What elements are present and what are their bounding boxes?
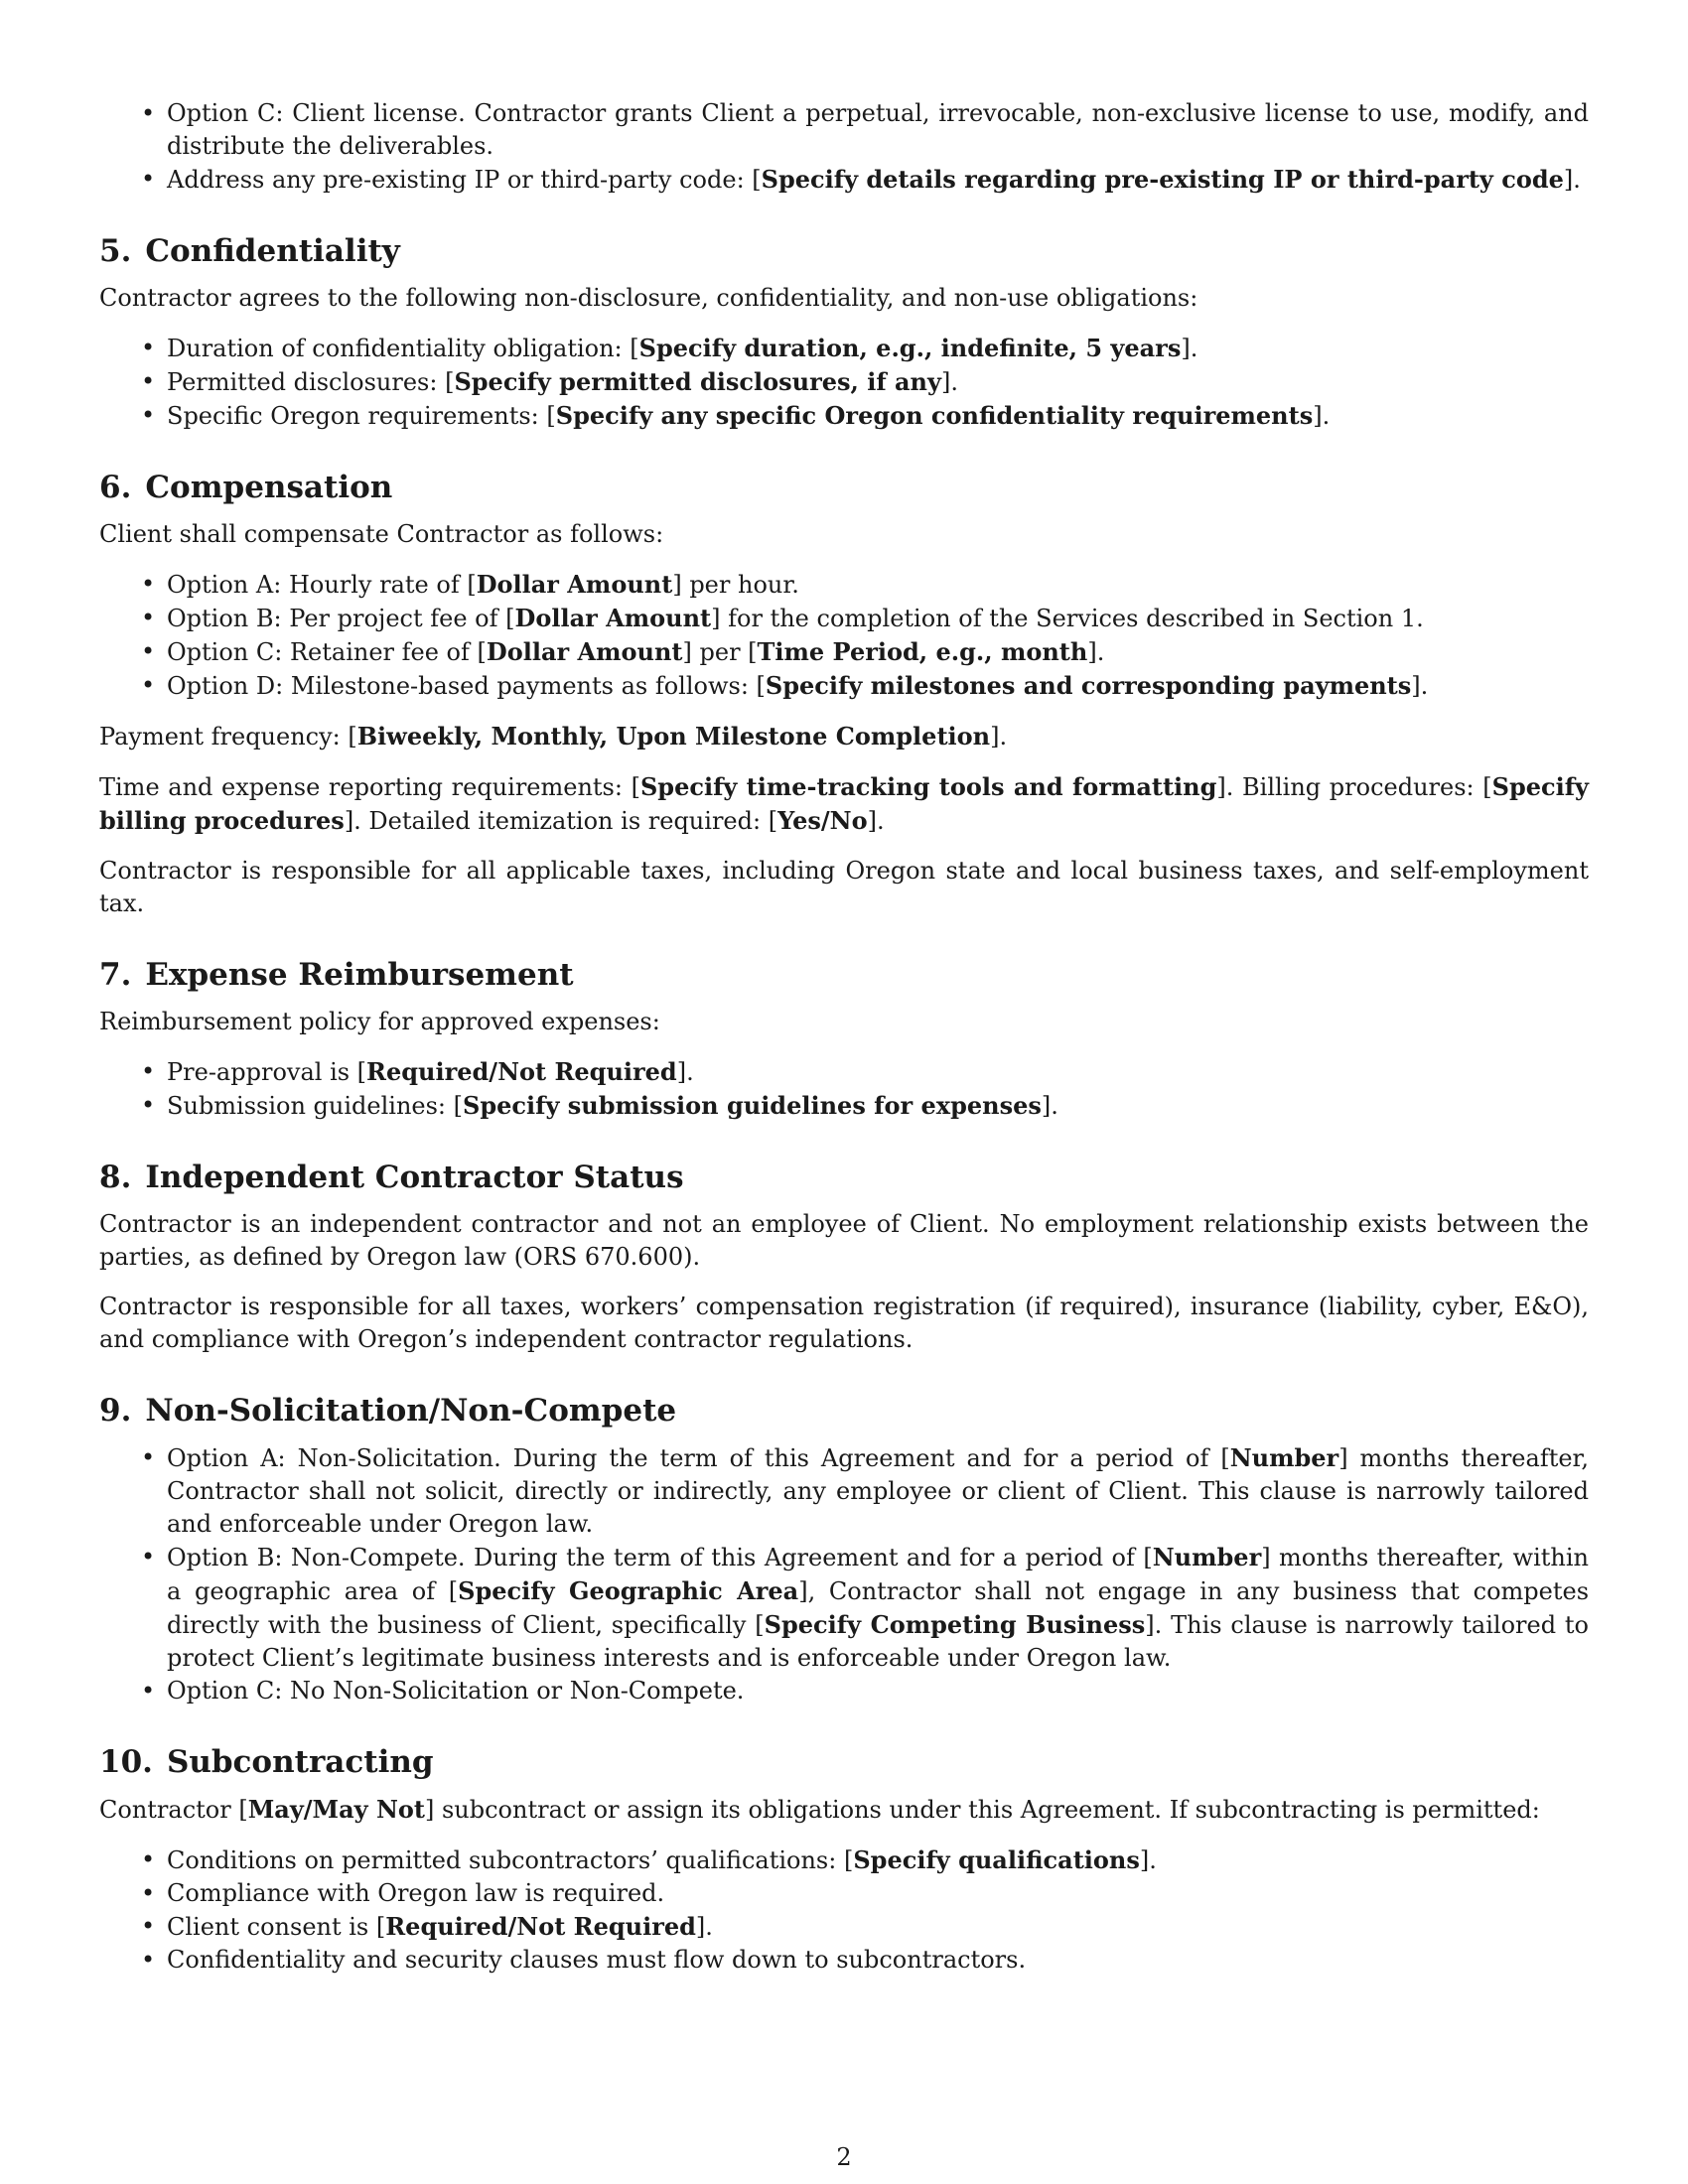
list-item: • Compliance with Oregon law is required. — [99, 1877, 1589, 1910]
page-number: 2 — [836, 2143, 852, 2171]
section-intro: Contractor [May/May Not] subcontract or assign its obligations under this Agreement. If subcontracting is permitted: — [99, 1795, 1540, 1824]
list-item: • Option B: Per project fee of [Dollar Amount] for the completion of the Services described in Section 1. — [99, 602, 1589, 635]
list-item: • Pre-approval is [Required/Not Required]. — [99, 1055, 1589, 1089]
list-item: • Option C: Client license. Contractor grants Client a perpetual, irrevocable, non-exclusive license to use, modify, and distribute the deliverables. — [99, 97, 1589, 163]
list-item: • Option D: Milestone-based payments as follows: [Specify milestones and corresponding payments]. — [99, 669, 1589, 703]
list-item: • Permitted disclosures: [Specify permitted disclosures, if any]. — [99, 365, 1589, 399]
section-heading-independent-contractor-status: 8. Independent Contractor Status — [99, 1160, 684, 1195]
section-intro: Reimbursement policy for approved expenses: — [99, 1008, 660, 1035]
payment-frequency: Payment frequency: [Biweekly, Monthly, Upon Milestone Completion]. — [99, 722, 1008, 751]
list-item: • Option B: Non-Compete. During the term of this Agreement and for a period of [Number] months thereafter, within a geographic area of [Specify Geographic Area], Contractor shall not engage in any business that competes directly with the business of Client, specifically [Specify Competing Business]. This clause is narrowly tailored to protect Client’s legitimate business interests and is enforceable under Oregon law. — [99, 1541, 1589, 1675]
list-item: • Specific Oregon requirements: [Specify any specific Oregon confidentiality requirements]. — [99, 399, 1589, 433]
list-item: • Address any pre-existing IP or third-party code: [Specify details regarding pre-existing IP or third-party code]. — [99, 163, 1589, 197]
list-item: • Duration of confidentiality obligation: [Specify duration, e.g., indefinite, 5 years]. — [99, 332, 1589, 365]
section-heading-subcontracting: 10. Subcontracting — [99, 1744, 434, 1780]
confidentiality-list — [99, 332, 1589, 433]
non-solicitation-options-list — [99, 1441, 1589, 1707]
list-item: • Option C: Retainer fee of [Dollar Amount] per [Time Period, e.g., month]. — [99, 635, 1589, 669]
list-item: • Option A: Hourly rate of [Dollar Amount] per hour. — [99, 568, 1589, 602]
list-item: • Option C: No Non-Solicitation or Non-Compete. — [99, 1675, 1589, 1707]
ip-options-list — [99, 97, 1589, 197]
tax-responsibility: Contractor is responsible for all applicable taxes, including Oregon state and local business taxes, and self-employment tax. — [99, 857, 1589, 917]
page-content — [99, 97, 1589, 1977]
reimbursement-list — [99, 1055, 1589, 1123]
subcontracting-list — [99, 1843, 1589, 1977]
section-heading-confidentiality: 5. Confidentiality — [99, 233, 400, 269]
section-intro: Contractor agrees to the following non-disclosure, confidentiality, and non-use obligations: — [99, 284, 1198, 312]
section-heading-expense-reimbursement: 7. Expense Reimbursement — [99, 957, 574, 993]
compensation-options-list — [99, 568, 1589, 703]
list-item: • Client consent is [Required/Not Required]. — [99, 1910, 1589, 1944]
list-item: • Conditions on permitted subcontractors’ qualifications: [Specify qualifications]. — [99, 1843, 1589, 1877]
list-item: • Submission guidelines: [Specify submission guidelines for expenses]. — [99, 1089, 1589, 1123]
section-heading-non-solicitation: 9. Non-Solicitation/Non-Compete — [99, 1393, 677, 1429]
list-item: • Option A: Non-Solicitation. During the term of this Agreement and for a period of [Number] months thereafter, Contractor shall not solicit, directly or indirectly, any employee or client of Client. This clause is narrowly tailored and enforceable under Oregon law. — [99, 1441, 1589, 1541]
section-heading-compensation: 6. Compensation — [99, 470, 393, 505]
compliance-paragraph: Contractor is responsible for all taxes, workers’ compensation registration (if required), insurance (liability, cyber, E&O), and compliance with Oregon’s independent contractor regulations. — [99, 1293, 1589, 1353]
billing-requirements: Time and expense reporting requirements: [Specify time-tracking tools and formatting]. Billing procedures: [Specify billing procedures]. Detailed itemization is required: [Yes/No]. — [99, 772, 1589, 835]
status-paragraph: Contractor is an independent contractor and not an employee of Client. No employment relationship exists between the parties, as defined by Oregon law (ORS 670.600). — [99, 1210, 1589, 1271]
section-intro: Client shall compensate Contractor as follows: — [99, 520, 664, 548]
list-item: • Confidentiality and security clauses must flow down to subcontractors. — [99, 1944, 1589, 1977]
